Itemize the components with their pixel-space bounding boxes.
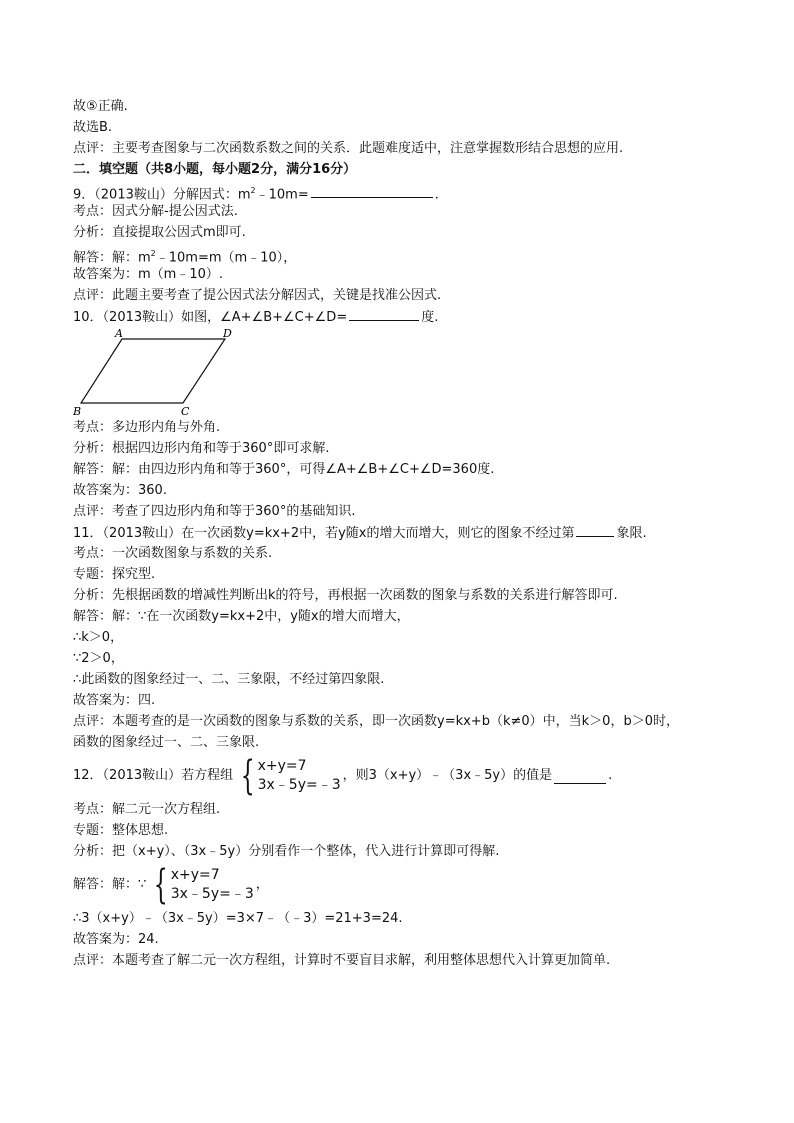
equation-1: x+y=7 <box>257 758 307 774</box>
text-line: 点评：本题考查的是一次函数的图象与系数的关系，即一次函数y=kx+b（k≠0）中，当k＞0，b＞0时， <box>73 714 679 729</box>
text-line: 故⑤正确. <box>73 99 128 114</box>
text-line: 点评：主要考查图象与二次函数系数之间的关系．此题难度适中，注意掌握数形结合思想的应用. <box>73 141 624 156</box>
text-line: 解答：解：∵在一次函数y=kx+2中，y随x的增大而增大， <box>73 609 410 624</box>
text-line: 故选B. <box>73 120 113 135</box>
vertex-label-d: D <box>223 327 232 340</box>
text-line: 函数的图象经过一、二、三象限. <box>73 735 260 750</box>
parallelogram-figure <box>73 327 723 417</box>
question-11-stem: 11．（2013鞍山）在一次函数y=kx+2中，若y随x的增大而增大，则它的图象不经过第 象限. <box>73 522 723 543</box>
text-line: ∵2＞0， <box>73 651 124 666</box>
question-9-stem: 9．（2013鞍山）分解因式：$m^2﹣10m=$ . <box>73 180 723 201</box>
text-line: 专题：探究型. <box>73 567 156 582</box>
text-line: 故答案为：m（m﹣10）. <box>73 267 224 282</box>
text-line: 考点：多边形内角与外角. <box>73 420 221 435</box>
answer-blank <box>554 769 606 784</box>
text-line: 考点：解二元一次方程组. <box>73 802 221 817</box>
document-page <box>73 96 723 971</box>
brace-icon: { <box>240 753 255 799</box>
equation-2: 3x﹣5y=﹣3 <box>170 886 254 902</box>
answer-blank <box>576 522 614 537</box>
solution-line: 解答：解：∵ { x+y=7 3x﹣5y=﹣3 ， <box>73 862 269 908</box>
vertex-label-c: C <box>181 405 190 418</box>
text-line: 解答：解：由四边形内角和等于360°，可得∠A+∠B+∠C+∠D=360度. <box>73 462 495 477</box>
answer-blank <box>349 306 419 321</box>
parallelogram-diagram <box>73 327 232 418</box>
brace-icon: { <box>154 862 169 908</box>
question-10-stem: 10．（2013鞍山）如图，∠A+∠B+∠C+∠D= 度. <box>73 306 723 327</box>
text-line: 点评：此题主要考查了提公因式法分解因式，关键是找准公因式. <box>73 288 442 303</box>
equation-2: 3x﹣5y=﹣3 <box>257 777 341 793</box>
text-line: 分析：把（x+y）、（3x﹣5y）分别看作一个整体，代入进行计算即可得解. <box>73 844 500 859</box>
text-line: 专题：整体思想. <box>73 823 169 838</box>
text-line: ∴此函数的图象经过一、二、三象限，不经过第四象限. <box>73 672 385 687</box>
text-line: 故答案为：四. <box>73 693 156 708</box>
text-line: 分析：直接提取公因式m即可. <box>73 225 246 240</box>
section-heading: 二．填空题（共8小题，每小题2分，满分16分） <box>73 162 357 177</box>
text-line: ∴k＞0， <box>73 630 124 645</box>
text-line: 故答案为：24. <box>73 932 159 947</box>
text-line: 考点：一次函数图象与系数的关系. <box>73 546 273 561</box>
text-line: 点评：本题考查了解二元一次方程组，计算时不要盲目求解，利用整体思想代入计算更加简单. <box>73 953 611 968</box>
text-line: 考点：因式分解-提公因式法. <box>73 204 238 219</box>
answer-blank <box>311 183 433 198</box>
vertex-label-b: B <box>73 405 82 418</box>
text-line: 点评：考查了四边形内角和等于360°的基础知识. <box>73 504 356 519</box>
question-12-stem: 12．（2013鞍山）若方程组 { x+y=7 3x﹣5y=﹣3 ，则3（x+y）﹣（3x﹣5y）的值是 . <box>73 753 613 799</box>
text-line: 故答案为：360. <box>73 483 167 498</box>
equation-1: x+y=7 <box>170 867 220 883</box>
text-line: ∴3（x+y）﹣（3x﹣5y）=3×7﹣（﹣3）=21+3=24. <box>73 911 403 926</box>
text-line: 分析：根据四边形内角和等于360°即可求解. <box>73 441 330 456</box>
parallelogram-shape <box>81 339 225 403</box>
vertex-label-a: A <box>115 327 123 340</box>
equation-system <box>235 753 341 799</box>
text-line: 分析：先根据函数的增减性判断出k的符号，再根据一次函数的图象与系数的关系进行解答即可. <box>73 588 618 603</box>
solution-line: 解答：解：$m^2﹣10m=m(m﹣10)$， <box>73 249 297 266</box>
